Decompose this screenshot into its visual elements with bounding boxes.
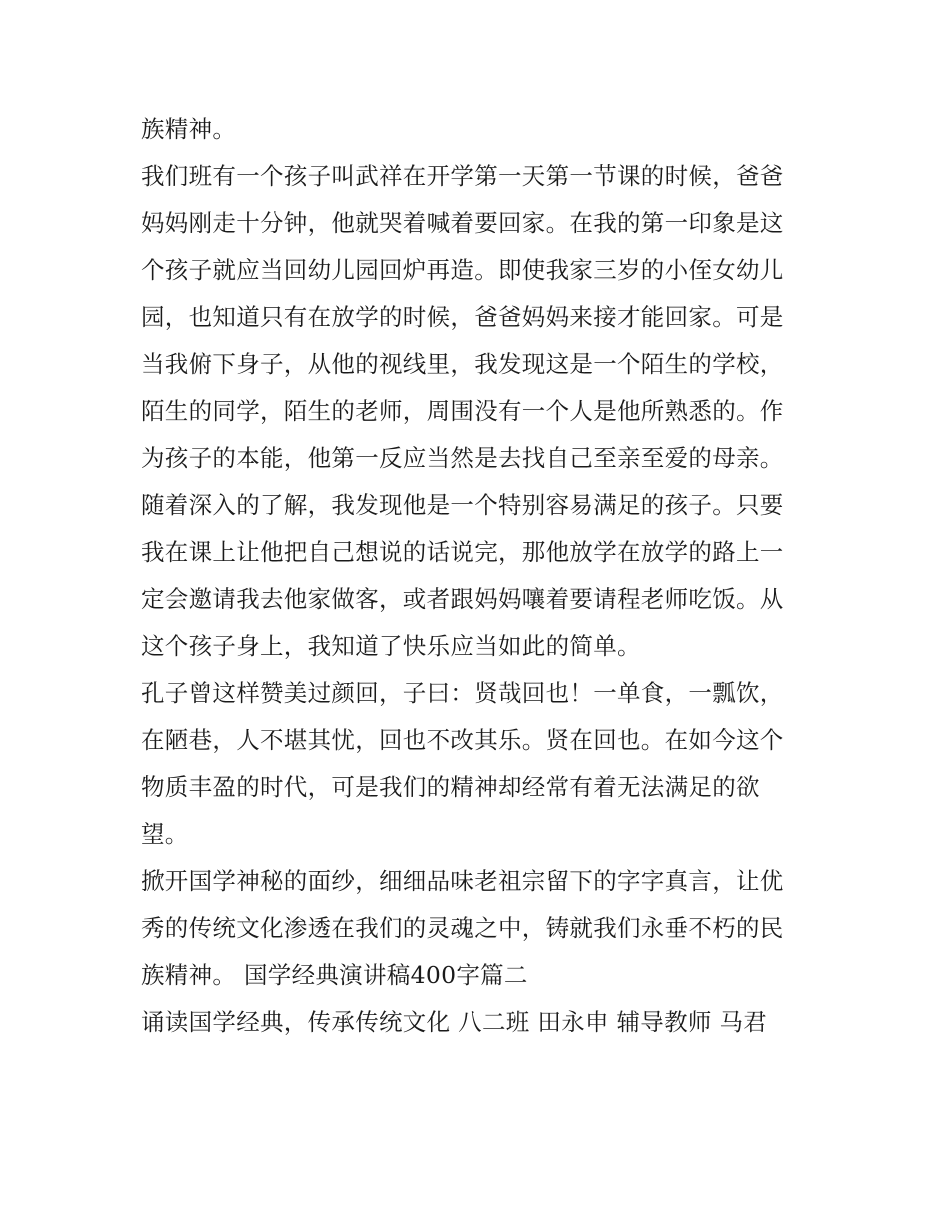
text-line: 望。 — [141, 820, 189, 848]
text-line: 族精神。 — [141, 115, 237, 143]
text-line: 族精神。 国学经典演讲稿400字篇二 — [141, 961, 528, 989]
text-line: 定会邀请我去他家做客，或者跟妈妈嚷着要请程老师吃饭。从 — [141, 585, 784, 613]
text-line: 诵读国学经典，传承传统文化 八二班 田永申 辅导教师 马君 — [141, 1008, 768, 1036]
text-line: 物质丰盈的时代，可是我们的精神却经常有着无法满足的欲 — [141, 773, 760, 801]
text-line: 园，也知道只有在放学的时候，爸爸妈妈来接才能回家。可是 — [141, 303, 784, 331]
text-line: 秀的传统文化渗透在我们的灵魂之中，铸就我们永垂不朽的民 — [141, 914, 784, 942]
text-line: 我在课上让他把自己想说的话说完，那他放学在放学的路上一 — [141, 538, 784, 566]
text-line: 个孩子就应当回幼儿园回炉再造。即使我家三岁的小侄女幼儿 — [141, 256, 784, 284]
text-line: 孔子曾这样赞美过颜回，子曰：贤哉回也！一单食，一瓢饮， — [141, 679, 784, 707]
text-line: 随着深入的了解，我发现他是一个特别容易满足的孩子。只要 — [141, 491, 784, 519]
text-line: 我们班有一个孩子叫武祥在开学第一天第一节课的时候，爸爸 — [141, 162, 784, 190]
text-line: 掀开国学神秘的面纱，细细品味老祖宗留下的字字真言，让优 — [141, 867, 784, 895]
text-line: 在陋巷，人不堪其忧，回也不改其乐。贤在回也。在如今这个 — [141, 726, 784, 754]
text-line: 陌生的同学，陌生的老师，周围没有一个人是他所熟悉的。作 — [141, 397, 784, 425]
text-line: 为孩子的本能，他第一反应当然是去找自己至亲至爱的母亲。 — [141, 444, 784, 472]
text-line: 妈妈刚走十分钟，他就哭着喊着要回家。在我的第一印象是这 — [141, 209, 784, 237]
text-line: 当我俯下身子，从他的视线里，我发现这是一个陌生的学校， — [141, 350, 784, 378]
body-text — [141, 106, 821, 1046]
text-line: 这个孩子身上，我知道了快乐应当如此的简单。 — [141, 632, 641, 660]
